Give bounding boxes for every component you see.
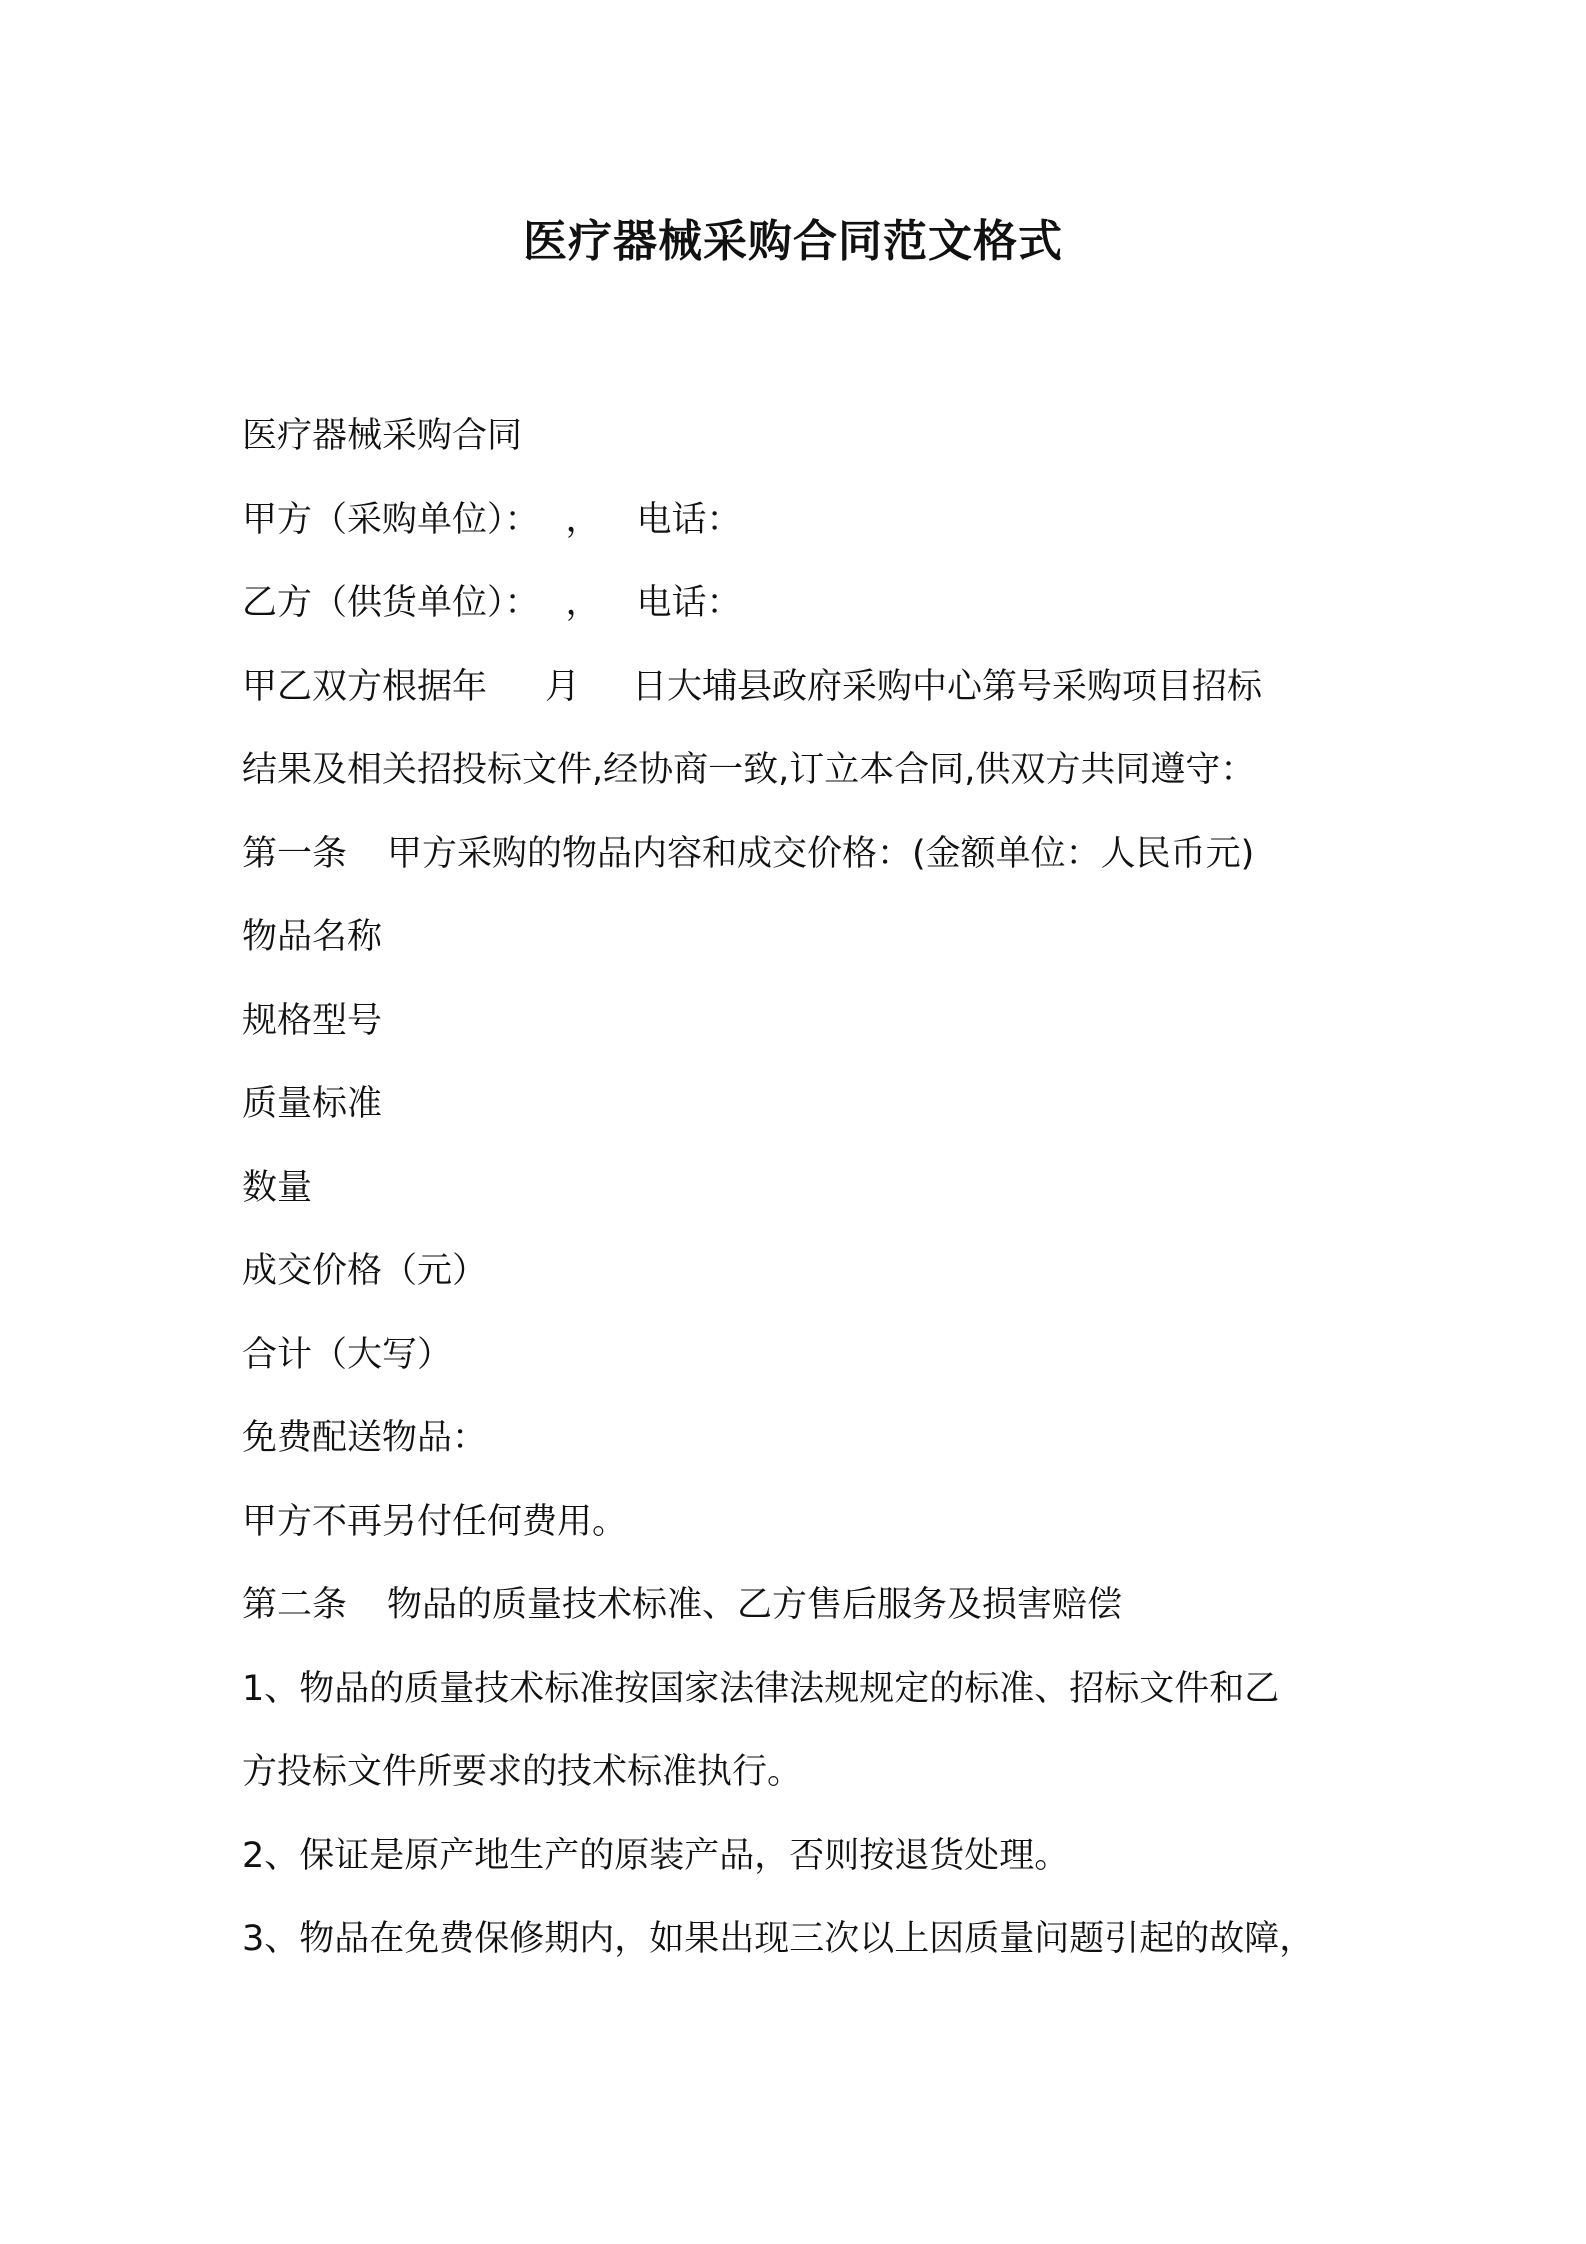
field-item-name: 物品名称 — [242, 917, 383, 957]
field-spec-model: 规格型号 — [242, 1000, 383, 1041]
field-quality-standard: 质量标准 — [242, 1084, 383, 1124]
article-2-text: 物品的质量技术标准、乙方售后服务及损害赔偿 — [387, 1585, 1123, 1625]
field-total-uppercase: 合计（大写） — [242, 1334, 453, 1375]
clause-1-line-2: 方投标文件所要求的技术标准执行。 — [242, 1752, 803, 1792]
field-free-delivery: 免费配送物品： — [242, 1418, 488, 1458]
party-a-phone-label: 电话： — [636, 499, 742, 540]
preamble-part-1: 甲乙双方根据年 — [242, 666, 488, 707]
article-1-number: 第一条 — [242, 833, 348, 874]
party-b-label: 乙方（供货单位）： — [242, 583, 540, 623]
preamble-part-2: 月 — [545, 666, 581, 707]
contract-subtitle: 医疗器械采购合同 — [242, 416, 523, 456]
party-b-phone-label: 电话： — [636, 583, 742, 623]
party-a-comma: ， — [565, 499, 601, 540]
field-quantity: 数量 — [242, 1167, 313, 1208]
document-body — [242, 406, 1392, 1993]
preamble-part-3: 日大埔县政府采购中心第号采购项目招标 — [632, 666, 1263, 707]
clause-2: 2、保证是原产地生产的原装产品，否则按退货处理。 — [242, 1835, 1070, 1876]
preamble-line-1 — [242, 657, 1392, 741]
clause-3: 3、物品在免费保修期内，如果出现三次以上因质量问题引起的故障， — [242, 1919, 1315, 1959]
clause-1-line-1: 1、物品的质量技术标准按国家法律法规规定的标准、招标文件和乙 — [242, 1668, 1280, 1709]
article-2-number: 第二条 — [242, 1585, 348, 1625]
preamble-line-2: 结果及相关招投标文件,经协商一致,订立本合同,供双方共同遵守： — [242, 750, 1256, 790]
party-a-label: 甲方（采购单位）： — [242, 499, 540, 540]
field-deal-price: 成交价格（元） — [242, 1251, 488, 1291]
article-1-text: 甲方采购的物品内容和成交价格：(金额单位：人民币元) — [387, 833, 1255, 874]
party-b-line — [242, 573, 1392, 657]
party-a-line — [242, 490, 1392, 574]
party-b-comma: ， — [565, 583, 601, 623]
field-no-extra-fee: 甲方不再另付任何费用。 — [242, 1501, 628, 1542]
document-title: 医疗器械采购合同范文格式 — [523, 216, 1063, 267]
article-1-heading — [242, 824, 1392, 908]
article-2-heading — [242, 1575, 1392, 1659]
